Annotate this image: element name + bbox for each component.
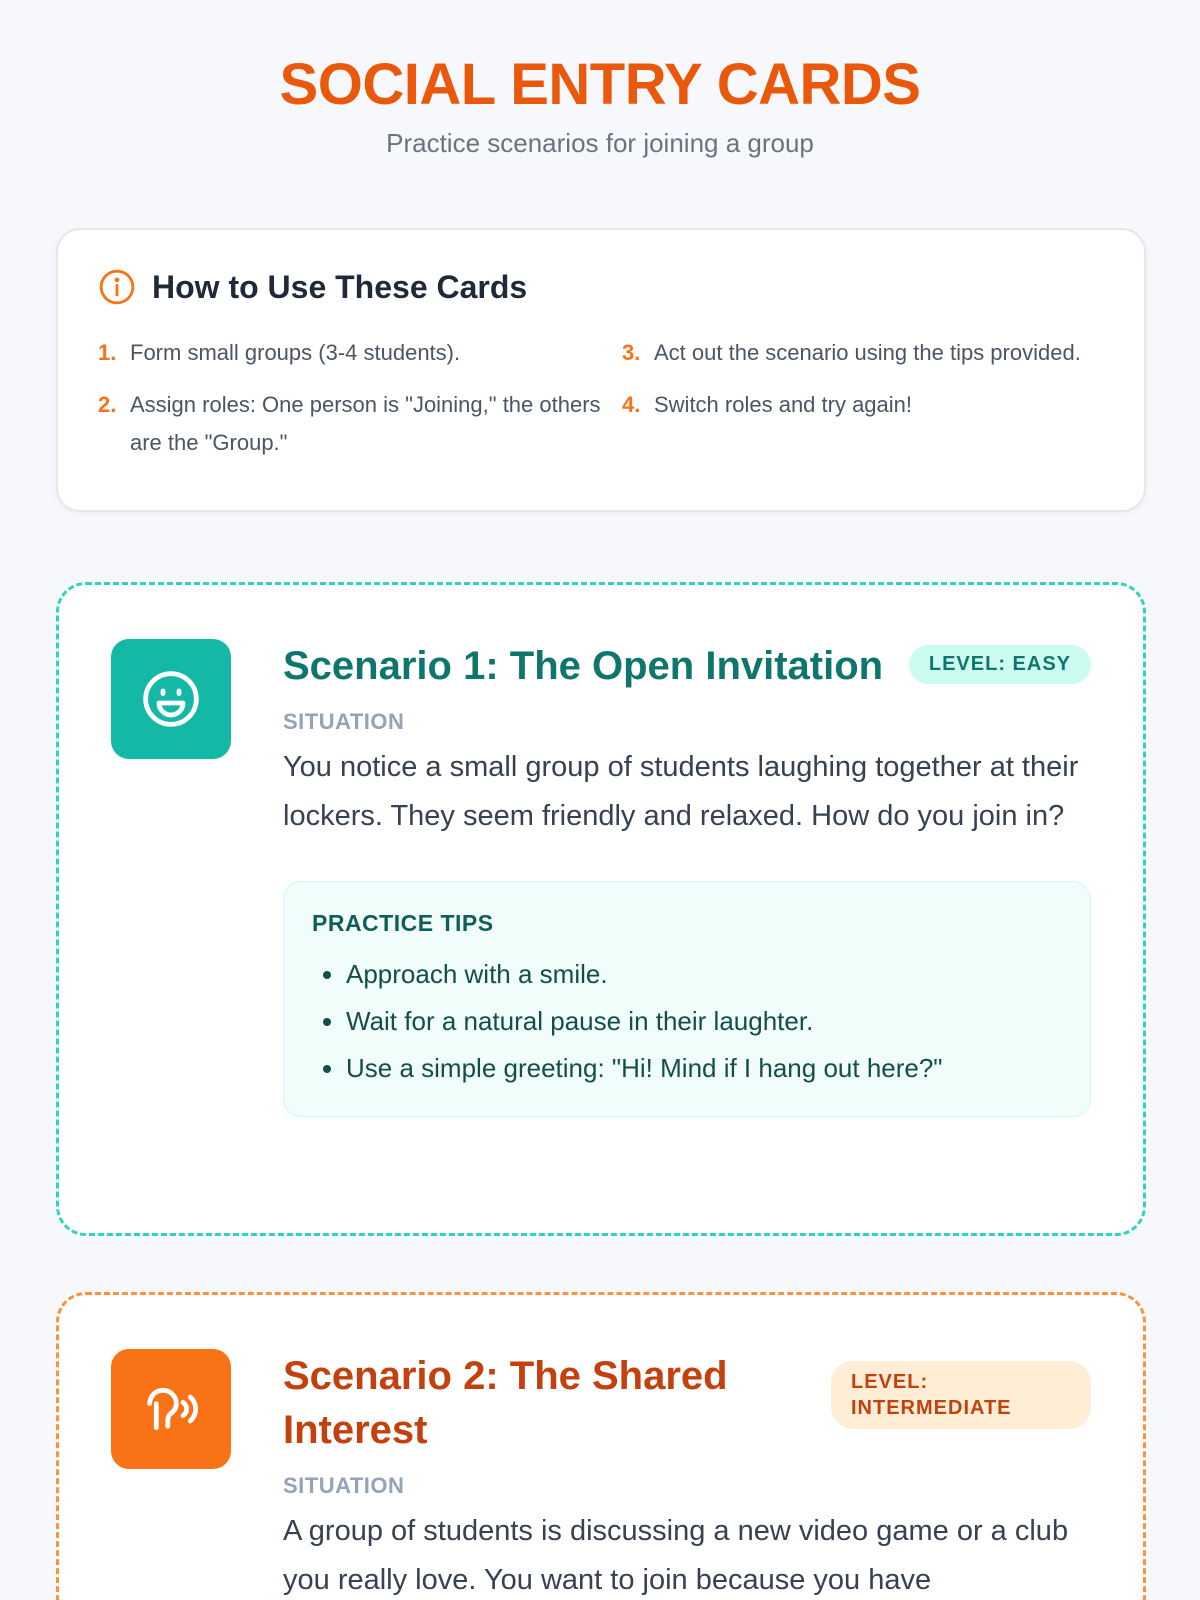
smiley-face-icon bbox=[139, 667, 203, 731]
instructions-steps bbox=[98, 334, 1104, 476]
scenario-content bbox=[283, 639, 1091, 1117]
situation-text: You notice a small group of students laughing together at their lockers. They seem friendly and relaxed. How do you join in? bbox=[283, 751, 1079, 832]
situation-label: SITUATION bbox=[283, 709, 405, 734]
tip-item: • Approach with a smile. bbox=[346, 951, 1062, 998]
scenario-card-2 bbox=[56, 1292, 1146, 1600]
scenario-icon-tile bbox=[111, 1349, 231, 1469]
instructions-card bbox=[56, 228, 1146, 512]
tip-item: • Wait for a natural pause in their laughter. bbox=[346, 998, 1062, 1045]
scenario-header bbox=[283, 1349, 1091, 1457]
steps-column-left bbox=[98, 334, 622, 476]
speaking-head-icon bbox=[139, 1377, 203, 1441]
page-header bbox=[0, 0, 1200, 159]
info-circle-icon bbox=[98, 268, 136, 306]
step-item bbox=[622, 334, 1122, 372]
tip-item: • Use a simple greeting: "Hi! Mind if I hang out here?" bbox=[346, 1045, 1062, 1092]
step-number: 3. bbox=[622, 340, 641, 365]
step-item bbox=[98, 334, 622, 372]
practice-tips-label: PRACTICE TIPS bbox=[312, 910, 494, 936]
scenario-header bbox=[283, 639, 1091, 693]
step-number: 1. bbox=[98, 340, 117, 365]
scenario-content bbox=[283, 1349, 1091, 1600]
scenario-title: Scenario 1: The Open Invitation bbox=[283, 644, 884, 688]
page-title: SOCIAL ENTRY CARDS bbox=[279, 52, 921, 117]
step-text: Act out the scenario using the tips provided. bbox=[654, 340, 1081, 365]
step-text: Switch roles and try again! bbox=[654, 392, 913, 417]
level-badge: LEVEL: INTERMEDIATE bbox=[831, 1361, 1091, 1429]
situation-label: SITUATION bbox=[283, 1473, 405, 1498]
page-subtitle: Practice scenarios for joining a group bbox=[386, 128, 814, 158]
practice-tips-box bbox=[283, 881, 1091, 1117]
scenario-card-1 bbox=[56, 582, 1146, 1236]
step-number: 4. bbox=[622, 392, 641, 417]
step-number: 2. bbox=[98, 392, 117, 417]
step-item bbox=[622, 386, 1122, 424]
steps-column-right bbox=[622, 334, 1122, 476]
scenario-icon-tile bbox=[111, 639, 231, 759]
instructions-header bbox=[98, 268, 1104, 306]
step-item bbox=[98, 386, 622, 462]
step-text: Form small groups (3-4 students). bbox=[130, 340, 461, 365]
step-text: Assign roles: One person is "Joining," the others are the "Group." bbox=[130, 392, 601, 455]
level-badge: LEVEL: EASY bbox=[909, 645, 1091, 684]
situation-text: A group of students is discussing a new video game or a club you really love. You want to join because you have bbox=[283, 1515, 1069, 1596]
scenario-title: Scenario 2: The Shared Interest bbox=[283, 1354, 728, 1452]
practice-tips-list bbox=[312, 951, 1062, 1092]
instructions-title: How to Use These Cards bbox=[152, 268, 528, 305]
